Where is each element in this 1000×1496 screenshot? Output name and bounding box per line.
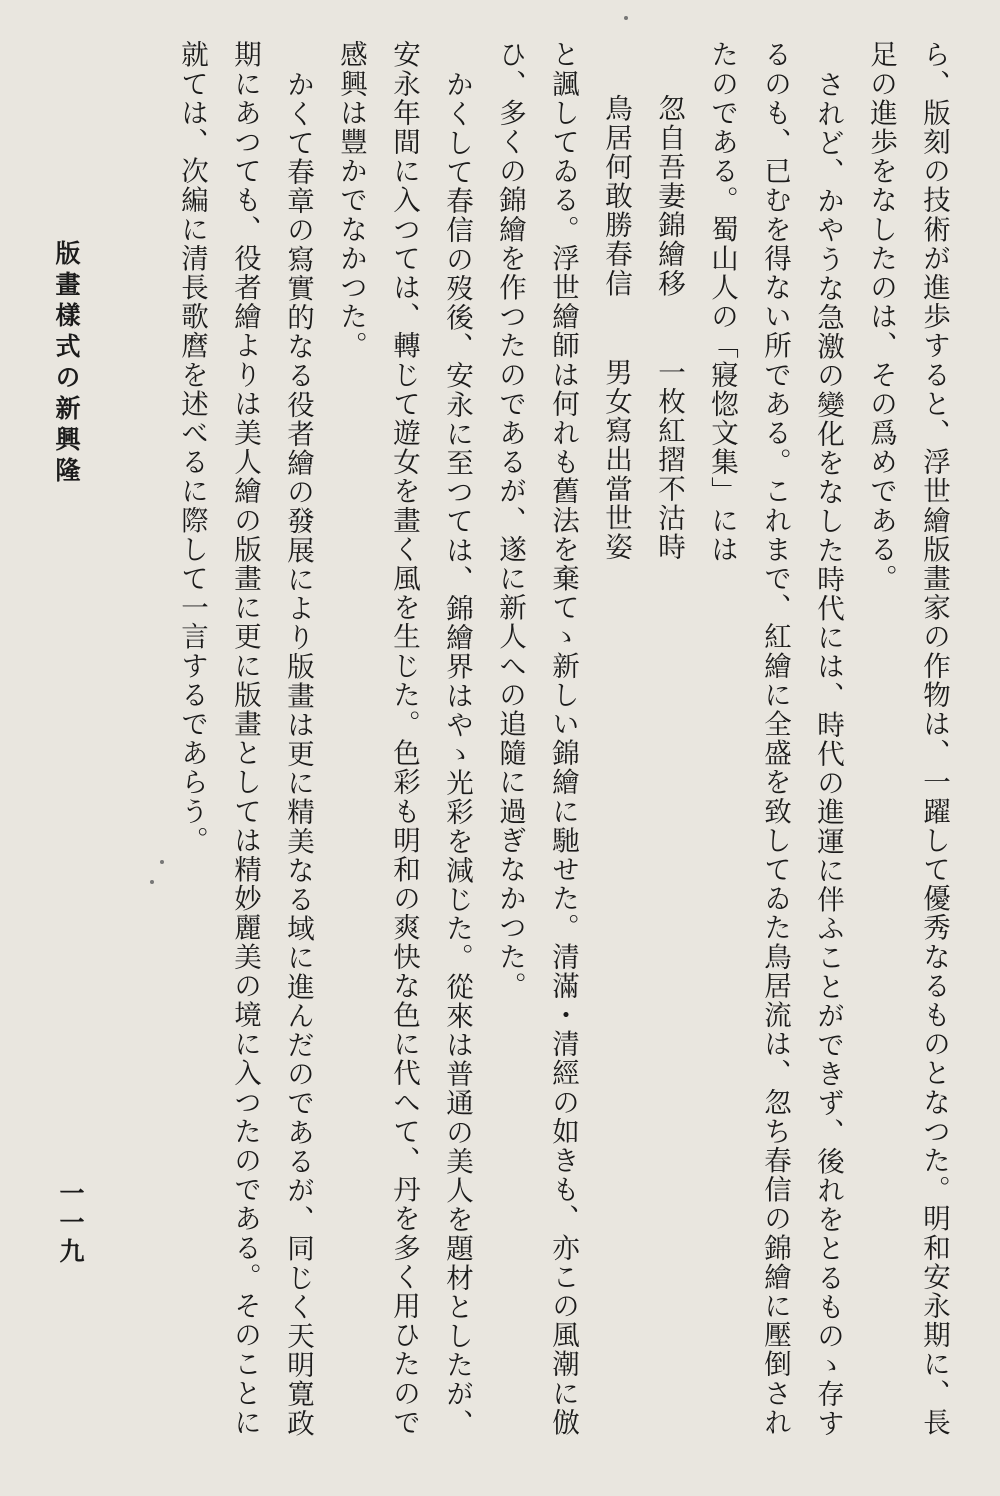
paragraph-5 — [165, 40, 324, 1460]
paragraph-5-text: かくて春章の寫實的なる役者繪の發展により版畫は更に精美なる域に進んだのであるが、同じく天明寛政期にあつても、役者繪よりは美人繪の版畫に更に版畫としては精妙麗美の境に入つたのである。そのことに就ては、次編に清長歌麿を述べるに際して一言するであらう。 — [176, 40, 314, 1438]
ink-speck — [624, 16, 628, 20]
poem-line-1-second-half: 一枚紅摺不沽時 — [653, 357, 685, 562]
paragraph-4-text: かくして春信の歿後、安永に至つては、錦繪界はやゝ光彩を減じた。從來は普通の美人を題材としたが、安永年間に入つては、轉じて遊女を畫く風を生じた。色彩も明和の爽快な色に代へて、丹を多く用ひたので感興は豐かでなかつた。 — [335, 40, 473, 1438]
paragraph-2-text: されど、かやうな急激の變化をなした時代には、時代の進運に伴ふことができず、後れをとるものゝ存するのも、已むを得ない所である。これまで、紅繪に全盛を致してゐた鳥居流は、忽ち春信の錦繪に壓倒されたのである。蜀山人の「寢惚文集」には — [706, 40, 844, 1438]
paragraph-2 — [695, 40, 854, 1460]
page-number: 一一九 — [56, 1180, 85, 1267]
body-text — [176, 40, 960, 1460]
paragraph-3: と諷してゐる。浮世繪師は何れも舊法を棄てゝ新しい錦繪に馳せた。清滿・清經の如きも、亦この風潮に倣ひ、多くの錦繪を作つたのであるが、遂に新人への追隨に過ぎなかつた。 — [494, 40, 579, 1437]
poem-line-1-first-half: 忽自吾妻錦繪移 — [653, 94, 685, 298]
running-head: 版畫樣式の新興隆 — [52, 240, 81, 488]
poem-line-2 — [589, 40, 642, 1460]
poem-line-2-second-half: 男女寫出當世姿 — [600, 357, 632, 562]
ink-speck — [160, 860, 164, 864]
paragraph-1: ら、版刻の技術が進歩すると、浮世繪版畫家の作物は、一躍して優秀なるものとなつた。明和安永期に、長足の進歩をなしたのは、その爲めである。 — [865, 40, 950, 1437]
ink-speck — [150, 880, 154, 884]
poem-line-2-first-half: 鳥居何敢勝春信 — [600, 94, 632, 298]
poem-line-1 — [642, 40, 695, 1460]
paragraph-4 — [324, 40, 483, 1460]
